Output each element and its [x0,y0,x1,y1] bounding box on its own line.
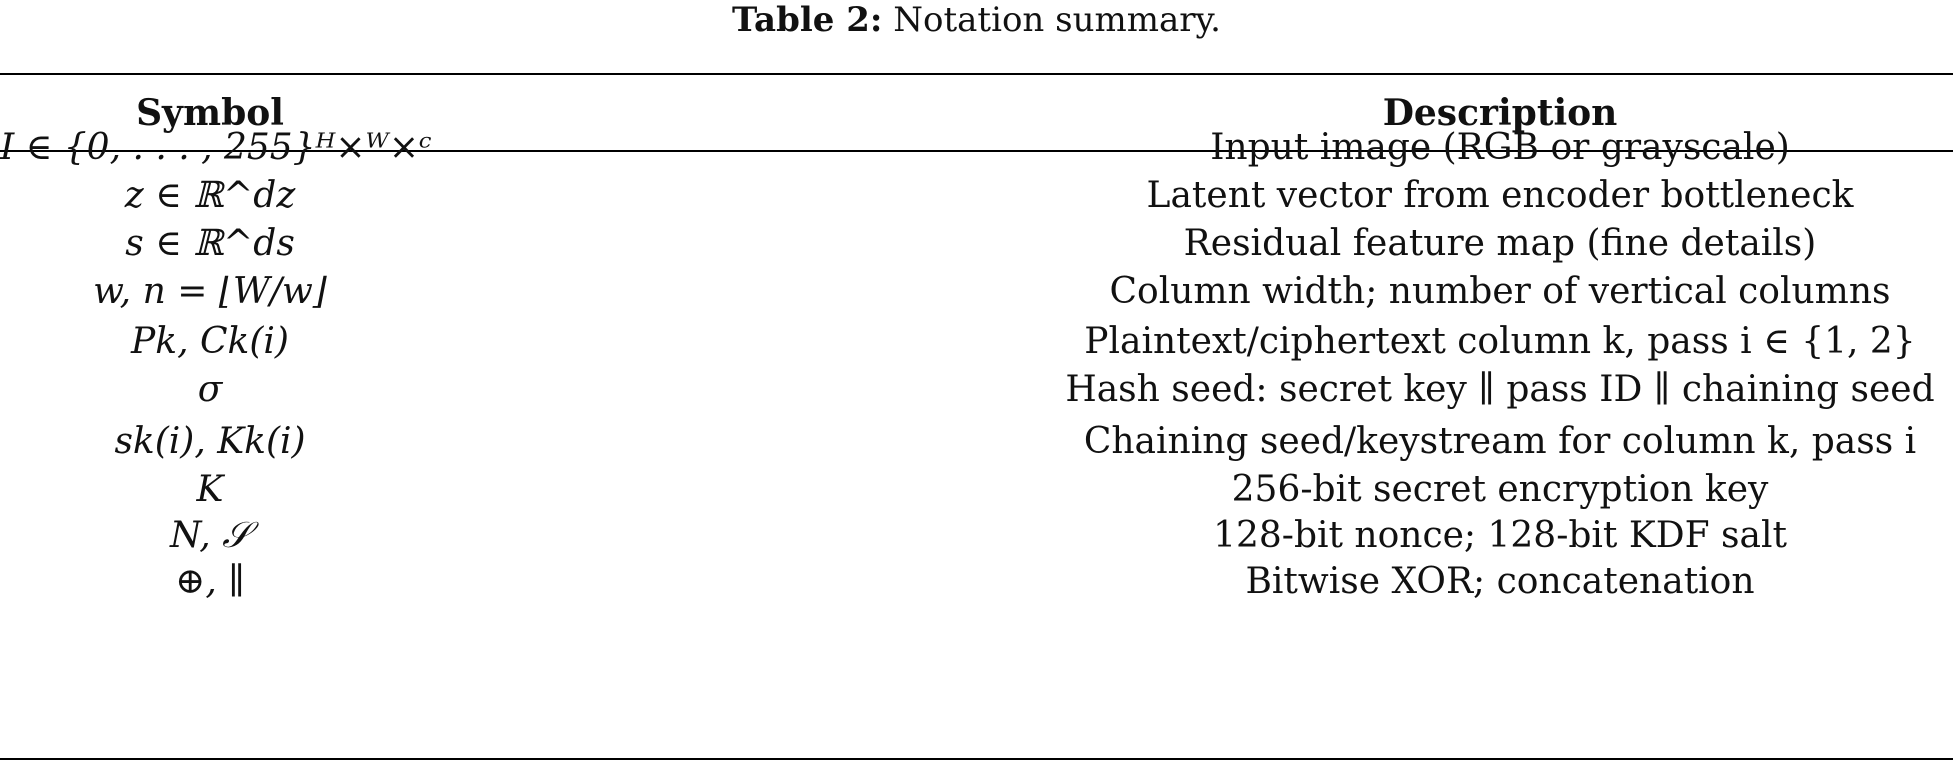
description-cell: 256-bit secret encryption key [1231,469,1769,510]
description-cell: Latent vector from encoder bottleneck [1146,175,1854,216]
description-cell: 128-bit nonce; 128-bit KDF salt [1213,515,1787,556]
table-row [0,552,1953,612]
header-symbol: Symbol [136,92,284,134]
description-cell: Residual feature map (fine details) [1183,223,1817,264]
symbol-cell: s ∈ ℝ^ds [125,223,295,264]
table-caption [0,0,1953,40]
description-cell: Bitwise XOR; concatenation [1245,561,1755,602]
symbol-cell: ⊕, ∥ [175,561,245,602]
symbol-cell: w, n = ⌊W/w⌋ [93,271,327,312]
symbol-cell: Pk, Ck(i) [131,321,289,362]
description-cell: Hash seed: secret key ∥ pass ID ∥ chaining seed [1065,369,1935,410]
description-cell: Input image (RGB or grayscale) [1210,127,1790,168]
description-cell: Chaining seed/keystream for column k, pass i [1083,421,1917,462]
symbol-cell: z ∈ ℝ^dz [124,175,296,216]
table-row [0,360,1953,420]
symbol-cell: sk(i), Kk(i) [114,421,306,462]
description-cell: Column width; number of vertical columns [1109,271,1891,312]
symbol-cell: K [196,469,224,510]
description-cell: Plaintext/ciphertext column k, pass i ∈ {1, 2} [1084,321,1916,362]
symbol-cell: N, 𝒮 [170,515,250,556]
caption-text: Notation summary. [893,0,1221,40]
header-description: Description [1382,92,1618,134]
bottom-rule [0,758,1953,760]
caption-label: Table 2: [732,0,883,40]
top-rule [0,73,1953,75]
symbol-cell: σ [197,369,223,410]
symbol-cell: I ∈ {0, . . . , 255}ᴴ×ᵂ×ᶜ [0,127,432,168]
